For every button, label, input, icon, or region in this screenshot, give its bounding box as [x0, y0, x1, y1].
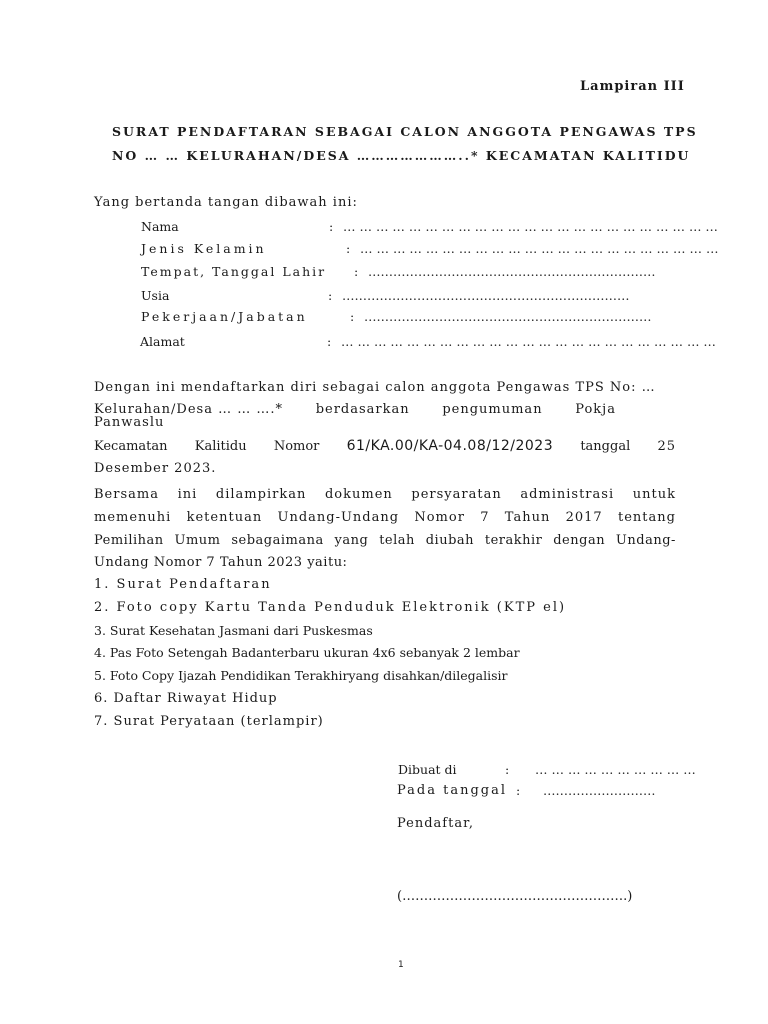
- field-value-usia: ……………………………………………………………: [342, 288, 630, 303]
- word: yang: [334, 533, 369, 548]
- field-label-alamat: Alamat: [140, 334, 185, 349]
- word: Undang-: [615, 533, 676, 548]
- word: pengumuman: [442, 402, 543, 417]
- word: Kelurahan/Desa … … ….*: [94, 402, 283, 417]
- word: Undang-Undang: [277, 510, 400, 525]
- place-label: Dibuat di: [398, 762, 457, 777]
- word: 25: [657, 439, 676, 454]
- word: sebagaimana: [231, 533, 324, 548]
- word: berdasarkan: [315, 402, 410, 417]
- list-item: 5. Foto Copy Ijazah Pendidikan Terakhiryang disahkan/dilegalisir: [94, 668, 508, 683]
- word: ini: [177, 487, 198, 502]
- paragraph2-line2: [94, 510, 676, 525]
- list-item: 6. Daftar Riwayat Hidup: [94, 691, 278, 706]
- field-value-alamat: … … … … … … … … … … … … … … … … … … … … … … …: [341, 334, 716, 349]
- paragraph1-line2b: Panwaslu: [94, 415, 165, 430]
- word: Tahun: [504, 510, 551, 525]
- date-value: ………………………: [543, 783, 656, 798]
- field-colon: :: [329, 219, 334, 234]
- date-colon: :: [516, 783, 521, 798]
- word: Pemilihan: [94, 533, 164, 548]
- decree-number: 61/KA.00/KA-04.08/12/2023: [346, 438, 554, 454]
- word: Nomor: [414, 510, 465, 525]
- word: tanggal: [580, 439, 631, 454]
- field-value-pekerjaan: ……………………………………………………………: [364, 309, 652, 324]
- field-label-usia: Usia: [141, 288, 170, 303]
- word: 2017: [565, 510, 603, 525]
- place-value: … … … … … … … … … …: [535, 762, 696, 777]
- place-colon: :: [505, 762, 510, 777]
- paragraph2-line1: [94, 487, 676, 502]
- signature-name-line: (…………………………………………….): [397, 889, 633, 904]
- paragraph1-line4: Desember 2023.: [94, 461, 217, 476]
- word: diubah: [425, 533, 475, 548]
- word: dilampirkan: [215, 487, 307, 502]
- paragraph2-line4: Undang Nomor 7 Tahun 2023 yaitu:: [94, 555, 348, 570]
- word: dokumen: [324, 487, 393, 502]
- field-label-pekerjaan: Pekerjaan/Jabatan: [141, 309, 308, 324]
- word: 7: [480, 510, 490, 525]
- field-colon: :: [327, 334, 332, 349]
- word: Pokja: [575, 402, 616, 417]
- word: telah: [379, 533, 415, 548]
- field-colon: :: [354, 264, 359, 279]
- document-title-line2: NO … … KELURAHAN/DESA …………………..* KECAMATAN KALITIDU: [112, 148, 691, 163]
- word: memenuhi: [94, 510, 172, 525]
- list-item: 2. Foto copy Kartu Tanda Penduduk Elektronik (KTP el): [94, 600, 567, 615]
- intro-text: Yang bertanda tangan dibawah ini:: [94, 195, 358, 210]
- word: dengan: [553, 533, 606, 548]
- word: Kecamatan: [94, 439, 168, 454]
- page-number: 1: [398, 960, 404, 970]
- field-label-ttl: Tempat, Tanggal Lahir: [141, 264, 327, 279]
- word: ketentuan: [186, 510, 263, 525]
- document-title-line1: SURAT PENDAFTARAN SEBAGAI CALON ANGGOTA PENGAWAS TPS: [112, 124, 698, 139]
- word: terakhir: [484, 533, 543, 548]
- paragraph1-line2: [94, 402, 676, 417]
- paragraph1-line1: Dengan ini mendaftarkan diri sebagai calon anggota Pengawas TPS No: …: [94, 380, 656, 395]
- field-colon: :: [350, 309, 355, 324]
- word: Umum: [174, 533, 221, 548]
- list-item: 4. Pas Foto Setengah Badanterbaru ukuran 4x6 sebanyak 2 lembar: [94, 645, 520, 660]
- field-value-jenis-kelamin: … … … … … … … … … … … … … … … … … … … … … …: [360, 241, 719, 256]
- paragraph1-line3: [94, 438, 676, 454]
- word: Bersama: [94, 487, 159, 502]
- field-label-jenis-kelamin: Jenis Kelamin: [141, 241, 267, 256]
- word: untuk: [632, 487, 676, 502]
- date-label: Pada tanggal: [397, 783, 508, 798]
- list-item: 3. Surat Kesehatan Jasmani dari Puskesmas: [94, 623, 373, 638]
- field-colon: :: [328, 288, 333, 303]
- word: tentang: [617, 510, 676, 525]
- list-item: 1. Surat Pendaftaran: [94, 577, 272, 592]
- word: Nomor: [273, 439, 320, 454]
- word: administrasi: [520, 487, 615, 502]
- word: Kalitidu: [194, 439, 247, 454]
- word: persyaratan: [411, 487, 502, 502]
- field-value-nama: … … … … … … … … … … … … … … … … … … … … … … …: [343, 219, 718, 234]
- paragraph2-line3: [94, 533, 676, 548]
- field-colon: :: [346, 241, 351, 256]
- registrant-label: Pendaftar,: [397, 816, 475, 831]
- field-label-nama: Nama: [141, 219, 179, 234]
- list-item: 7. Surat Peryataan (terlampir): [94, 714, 324, 729]
- field-value-ttl: ……………………………………………………………: [368, 264, 656, 279]
- attachment-label: Lampiran III: [580, 79, 685, 94]
